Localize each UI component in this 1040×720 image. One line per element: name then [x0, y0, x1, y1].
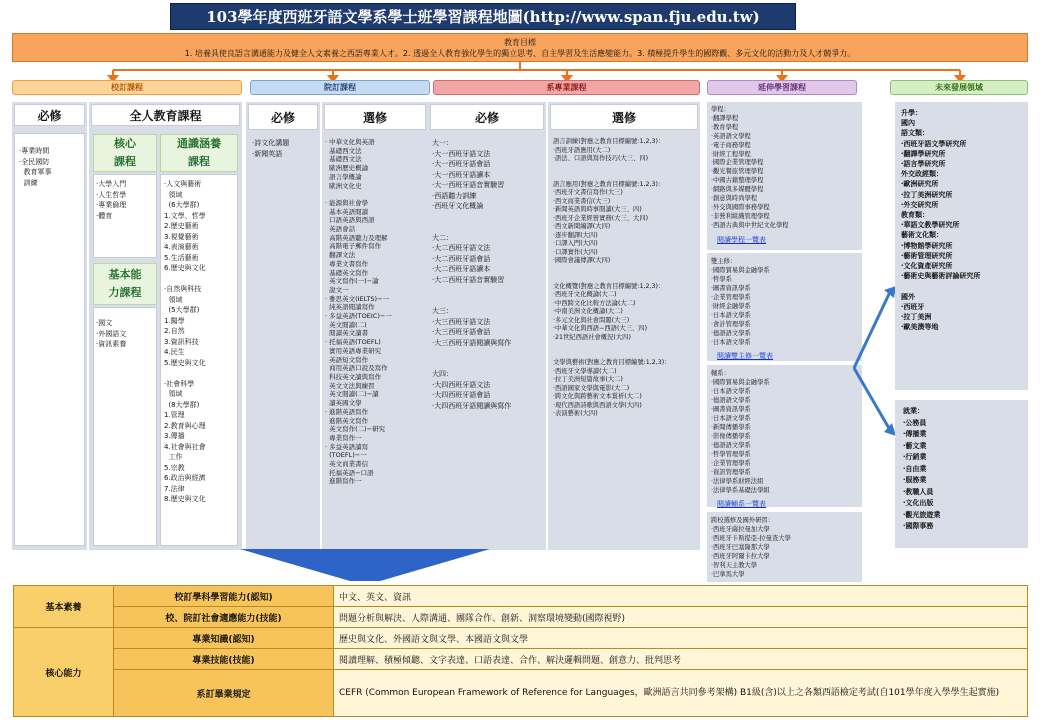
- double-major-box: [707, 253, 862, 361]
- header-college-courses: 院訂課程: [250, 80, 430, 95]
- further-study-list: 升學： 國內 語文類： ‧西班牙語文學研究所 ‧翻譯學研究所 ‧語言學研究所 外交政經類： ‧歐洲研究所 ‧拉丁美洲研究所 ‧外交研究所 教育類： ‧華語文教學研究所 藝術文化類： ‧博物館學研究所 ‧藝術管理研究所 ‧文化資產研究所 ‧藝術史與藝術評論研究所 國外 ‧西班牙 ‧拉丁美洲 ‧歐美澳等地: [901, 109, 981, 332]
- competency-value: 中文、英文、資訊: [334, 586, 1028, 607]
- basic-ability-label: 基本能 力課程: [93, 263, 157, 305]
- school-required-heading: 必修: [14, 104, 85, 126]
- competency-name: 系訂畢業規定: [114, 670, 334, 717]
- core-courses-list: ‧大學入門 ‧人生哲學 ‧專業倫理 ‧體育: [93, 174, 157, 258]
- competency-value: 歷史與文化、外國語文與文學、本國語文與文學: [334, 628, 1028, 649]
- exchange-list: 跨校選修及國外研習： ‧西班牙薩拉曼加大學 ‧西班牙卡斯提亞-拉曼查大學 ‧西班牙巴塞隆那大學 ‧西班牙阿爾卡拉大學 ‧智利天主教大學 ‧巴拿馬大學: [711, 517, 791, 578]
- competency-value: CEFR (Common European Framework of Reference for Languages，歐洲語言共同參考架構) B1級(含)以上之各類西語檢定考試(自101學年度入學學生起實施): [334, 670, 1028, 717]
- orange-connector-arrows-icon: [0, 60, 1040, 82]
- programs-list: 學程： ‧翻譯學程 ‧教育學程 ‧英語語文學程 ‧電子商務學程 ‧財經工程學程 ‧國際企業管理學程 ‧觀光餐旅管理學程 ‧中國古籍整理學程 ‧網路與多媒體學程 ‧創意與時尚學程 ‧外交與國際事務學程 ‧非營利組織管理學程 ‧西語古典與中世紀文化學程: [711, 106, 789, 229]
- dept-required-heading: 必修: [430, 104, 544, 130]
- core-courses-label: 核心 課程: [93, 134, 157, 172]
- minor-link[interactable]: 閱讀輔系一覽表: [717, 500, 766, 508]
- goals-heading: 教育目標: [504, 38, 536, 47]
- college-elective-heading: 選修: [324, 104, 426, 130]
- dept-elective-heading: 選修: [550, 104, 698, 130]
- minor-box: [707, 365, 862, 507]
- competency-name: 專業知識(認知): [114, 628, 334, 649]
- minor-list: 輔系： ‧國際貿易與金融學系 ‧日本語文學系 ‧德語語文學系 ‧圖書資訊學系 ‧日本語文學系 ‧新聞傳播學系 ‧影像傳播學系 ‧德語語文學系 ‧哲學管理學系 ‧企業管理學系 ‧資訊管理學系 ‧法律學系財經法組 ‧法律學系基礎法學組: [711, 370, 770, 494]
- header-dept-courses: 系專業課程: [433, 80, 700, 95]
- table-row: [14, 607, 1028, 628]
- school-required-list: ‧專業時間 ‧全民國防 教育軍事 訓練: [14, 133, 85, 546]
- basic-ability-list: ‧國文 ‧外國語文 ‧資訊素養: [93, 307, 157, 546]
- basic-literacy-label: 基本素養: [14, 586, 114, 628]
- college-required-heading: 必修: [248, 104, 318, 130]
- page-title: 103學年度西班牙語文學系學士班學習課程地圖(http://www.span.fju.edu.tw): [170, 3, 796, 30]
- goals-text: 1. 培養具使良語言溝通能力及健全人文素養之西語專業人才。2. 透過全人教育強化學生的獨立思考、自主學習及生活應變能力。3. 積極提升學生的國際觀、多元文化的活動力及人才競爭力。: [184, 49, 856, 58]
- competency-table: [13, 585, 1028, 717]
- double-major-link[interactable]: 閱讀雙主修一覽表: [717, 352, 773, 360]
- dept-required-list: 大一： ‧大一西班牙語文法 ‧大一西班牙語會話 ‧大一西班牙語讀本 ‧大一西班牙語音實驗習 ‧西語聽力訓練 ‧西班牙文化概論 大二： ‧大二西班牙語文法 ‧大二西班牙語會話 ‧大二西班牙語讀本 ‧大二西班牙語音實驗習 大三： ‧大三西班牙語文法 ‧大三西班牙語會話 ‧大三西班牙語閱讀與寫作 大四： ‧大四西班牙語文法 ‧大四西班牙語會話 ‧大四西班牙語閱讀與寫作: [432, 139, 512, 410]
- exchange-box: [707, 512, 862, 582]
- competency-name: 校、院訂社會適應能力(技能): [114, 607, 334, 628]
- table-row: [14, 670, 1028, 717]
- employment-list: 就業： ‧公務員 ‧傳播業 ‧藝文業 ‧行銷業 ‧自由業 ‧服務業 ‧教職人員 ‧文化出版 ‧觀光旅遊業 ‧國際事務: [903, 407, 941, 530]
- general-courses-list: ‧人文與藝術 領域 (6大學群) 1.文學、哲學 2.歷史藝術 3.視覺藝術 4.表演藝術 5.生活藝術 6.歷史與文化 ‧自然與科技 領域 (5大學群) 1.醫學 2.自然 3.資訊科技 4.民生 5.歷史與文化 ‧社會科學 領域 (8大學群) 1.管理 2.教育與心理 3.傳播 4.社會與社會 工作 5.宗教 6.政治與經濟 7.法律 8.歷史與文化: [160, 174, 238, 546]
- college-elective-list: ‧ 中華文化與英語 基礎西文法 基礎西文法 歐洲歷史概論 語言學概論 歐洲文化史 ‧ 能源與社會學 基本英語閱讀 口語英語與西語 英語會話 高階英語聽力及理解 高階電子郵件寫作 翻譯文法 專業文書寫作 基礎英文寫作 英文寫作(一)−論 說文一 ‧ 雅思英文(IELTS)−一 純英語閱讀寫作 ‧ 多益英語(TOEIC)−一 英文閱讀(二) 閱讀英文讀書 ‧ 托福英語(TOEFL) 實用英語專業研究 英語短文寫作 商用英語口說及寫作 科技英文讀與寫作 英文文法與練習 英文閱讀(二)−讀 讀英國文學 ‧ 進階英語寫作 進階英文寫作 英文寫作(二)−研究 專業寫作一 ‧ 多益英語讀寫 (TOEFL)−一 英文商業書信 托福英語−口語 進階寫作一: [325, 138, 392, 486]
- dept-elective-list: 語言訓練(對應之教育目標編號:1,2,3)： ‧西班牙語應用(大二) ‧語法、口語與寫作技巧(大三、四) 語言應用(對應之教育目標編號:1,2,3)： ‧西班牙文書信寫作(大三) ‧西文商業書信(大三) ‧新聞英語與時事閱讀(大三、四) ‧西班牙企業經營實務(大三、大四) ‧西文新聞編譯(大四) ‧逐步翻譯(大四) ‧口譯入門(大四) ‧口譯實作(大四) ‧國際會議傳譯(大四) 文化概覽(對應之教育目標編號:1,2,3)： ‧西班牙文化概論(大二) ‧中西跨文化比較方法論(大二) ‧中南美洲文化概論(大二) ‧多元文化與社會問題(大三) ‧中華文化與西語−西語(大三、四) ‧21世紀西語社會概況(大四) 文學與藝術(對應之教育目標編號:1,2,3)： ‧西班牙文學導讀(大二) ‧拉丁美洲短篇故事(大二) ‧西語國家文學與電影(大二) ‧跨文化與跨藝術文本賞析(大二) ‧現代西語詩歌與西語文學(大四) ‧表演藝術(大四): [553, 138, 671, 417]
- header-extended-courses: 延伸學習課程: [707, 80, 857, 95]
- double-major-list: 雙主修： ‧國際貿易與金融學系 ‧哲學系 ‧圖書資訊學系 ‧企業管理學系 ‧財經金融學系 ‧日本語文學系 ‧會計管理學系 ‧德語語文學系 ‧日本語文學系: [711, 258, 770, 346]
- table-row: [14, 586, 1028, 607]
- competency-value: 問題分析與解決、人際溝通、團隊合作、創新、洞察環境變動(國際視野): [334, 607, 1028, 628]
- competency-name: 專業技能(技能): [114, 649, 334, 670]
- education-goals-box: [12, 33, 1028, 62]
- holistic-education-heading: 全人教育課程: [91, 104, 240, 126]
- college-required-list: ‧詩文化講題 ‧新聞英語: [252, 139, 290, 158]
- header-future-fields: 未來發展領域: [890, 80, 1028, 95]
- employment-box: [895, 400, 1028, 548]
- table-row: [14, 628, 1028, 649]
- further-study-box: [895, 102, 1028, 390]
- programs-link[interactable]: 閱讀學程一覽表: [717, 235, 766, 244]
- core-competency-label: 核心能力: [14, 628, 114, 717]
- general-courses-label: 通識涵養 課程: [160, 134, 238, 172]
- header-school-courses: 校訂課程: [12, 80, 242, 95]
- blue-chevron-arrows-icon: [850, 280, 900, 450]
- programs-box: [707, 102, 862, 250]
- table-row: [14, 649, 1028, 670]
- competency-value: 閱讀理解、積極傾聽、文字表達、口語表達、合作、解決邏輯問題、創意力、批判思考: [334, 649, 1028, 670]
- blue-down-arrow-icon: [240, 549, 490, 583]
- competency-name: 校訂學科學習能力(認知): [114, 586, 334, 607]
